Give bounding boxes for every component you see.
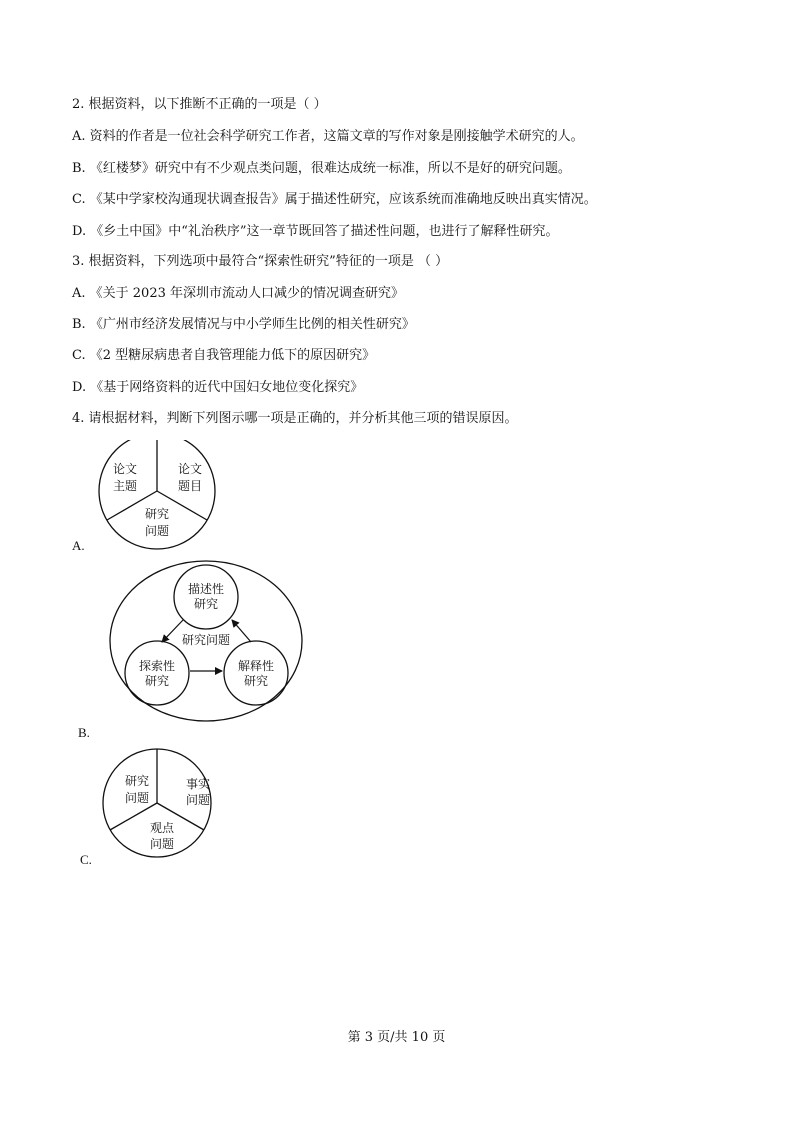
diagram-c-left-label-1: 研究 bbox=[124, 774, 150, 788]
diagram-a-bottom-label-2: 问题 bbox=[144, 524, 170, 538]
question-3-option-c: C. 《2 型糖尿病患者自我管理能力低下的原因研究》 bbox=[72, 348, 376, 363]
question-2-option-a: A. 资料的作者是一位社会科学研究工作者，这篇文章的写作对象是刚接触学术研究的人。 bbox=[72, 129, 584, 144]
question-4-stem: 4. 请根据材料，判断下列图示哪一项是正确的，并分析其他三项的错误原因。 bbox=[72, 411, 518, 426]
diagram-b-right-label-1: 解释性 bbox=[237, 659, 275, 673]
diagram-b-option-label: B. bbox=[78, 725, 90, 740]
diagram-c-left-label-2: 问题 bbox=[124, 791, 150, 805]
diagram-c-option-label: C. bbox=[80, 852, 92, 867]
diagram-a bbox=[96, 440, 220, 554]
diagram-c-bottom-label-1: 观点 bbox=[149, 821, 175, 835]
question-3-option-a: A. 《关于 2023 年深圳市流动人口减少的情况调查研究》 bbox=[72, 286, 405, 301]
diagram-b bbox=[108, 560, 304, 730]
question-3-option-d: D. 《基于网络资料的近代中国妇女地位变化探究》 bbox=[72, 380, 364, 395]
diagram-b-right-label-2: 研究 bbox=[243, 674, 269, 688]
diagram-a-left-label-1: 论文 bbox=[112, 462, 138, 476]
question-3-stem: 3. 根据资料，下列选项中最符合“探索性研究”特征的一项是 （ ） bbox=[72, 254, 449, 269]
diagram-c-right-label-1: 事实 bbox=[185, 777, 211, 791]
diagram-b-arrow-descriptive-to-exploratory bbox=[162, 620, 183, 642]
question-2-option-c: C. 《某中学家校沟通现状调查报告》属于描述性研究，应该系统而准确地反映出真实情况。 bbox=[72, 192, 597, 207]
diagram-b-arrow-explanatory-to-descriptive bbox=[232, 620, 251, 642]
diagram-b-chart bbox=[108, 560, 304, 726]
diagram-c-bottom-label-2: 问题 bbox=[149, 837, 175, 851]
diagram-a-right-label-1: 论文 bbox=[177, 462, 203, 476]
diagram-c-pie bbox=[100, 742, 216, 864]
diagram-b-left-label-2: 研究 bbox=[144, 674, 170, 688]
question-2-stem: 2. 根据资料，以下推断不正确的一项是（ ） bbox=[72, 97, 327, 112]
diagram-a-left-label-2: 主题 bbox=[112, 479, 138, 493]
diagram-b-left-label-1: 探索性 bbox=[138, 659, 176, 673]
page-number-footer: 第 3 页/共 10 页 bbox=[347, 1030, 446, 1045]
diagram-c bbox=[100, 742, 216, 868]
diagram-a-pie bbox=[96, 440, 220, 550]
diagram-b-center-label: 研究问题 bbox=[181, 633, 231, 647]
question-3-option-b: B. 《广州市经济发展情况与中小学师生比例的相关性研究》 bbox=[72, 317, 415, 332]
diagram-a-right-label-2: 题目 bbox=[177, 479, 203, 493]
question-2-option-b: B. 《红楼梦》研究中有不少观点类问题，很难达成统一标准，所以不是好的研究问题。 bbox=[72, 161, 571, 176]
diagram-b-top-label-2: 研究 bbox=[193, 597, 219, 611]
diagram-a-bottom-label-1: 研究 bbox=[144, 507, 170, 521]
diagram-c-right-label-2: 问题 bbox=[185, 793, 211, 807]
diagram-a-option-label: A. bbox=[72, 538, 85, 553]
question-2-option-d: D. 《乡土中国》中“礼治秩序”这一章节既回答了描述性问题，也进行了解释性研究。 bbox=[72, 224, 559, 239]
diagram-b-top-label-1: 描述性 bbox=[187, 582, 225, 596]
